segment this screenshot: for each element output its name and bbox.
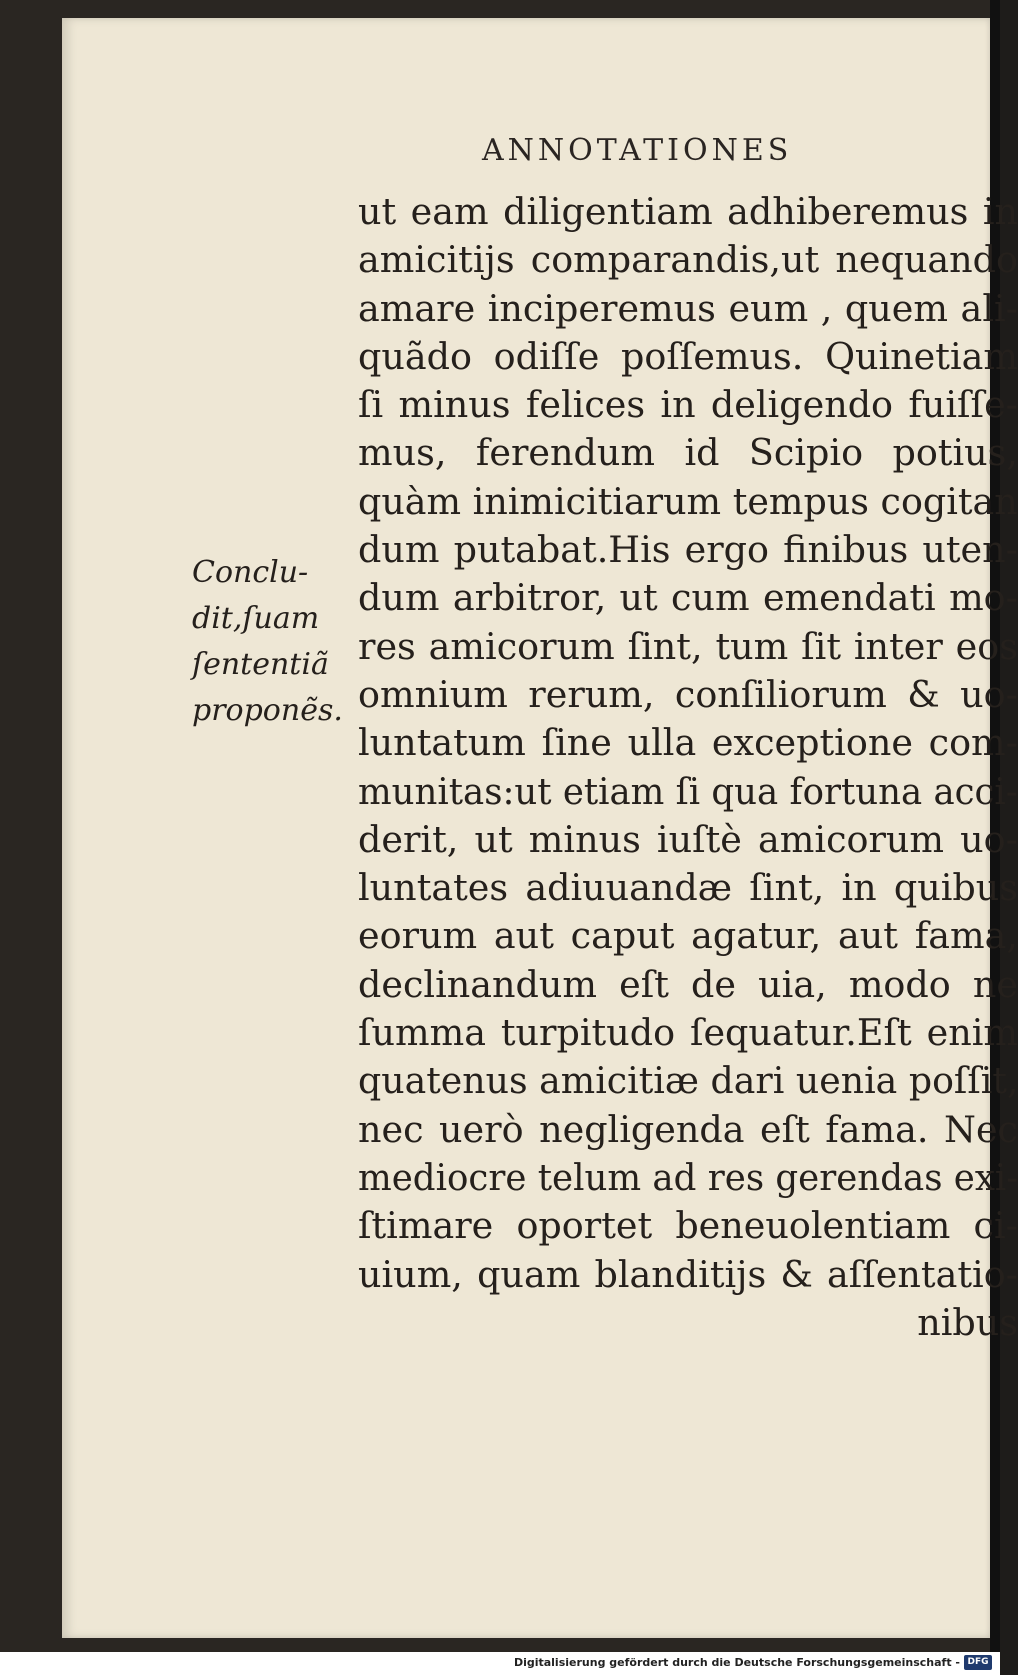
catchword: nibus <box>917 1300 1018 1344</box>
text-line: mediocre telum ad res gerendas exi- <box>358 1155 1018 1199</box>
dfg-logo: DFG <box>964 1655 992 1670</box>
margin-note-line: Conclu- <box>192 555 309 590</box>
text-line: dum arbitror, ut cum emendati mo- <box>358 576 1018 620</box>
text-line: res amicorum ſint, tum ſit inter eos <box>358 624 1018 668</box>
text-line: quàm inimicitiarum tempus cogitan <box>358 479 1018 523</box>
text-line: luntatum ſine ulla exceptione com- <box>358 721 1018 765</box>
book-page <box>62 18 1018 1638</box>
body-text <box>358 188 1018 1347</box>
text-line: quatenus amicitiæ dari uenia poſſit, <box>358 1059 1018 1103</box>
margin-note-line: ſententiã <box>192 647 329 682</box>
text-line: ſumma turpitudo ſequatur.Eſt enim <box>358 1011 1018 1055</box>
text-line: ſi minus felices in deligendo fuiſſe- <box>358 383 1018 427</box>
margin-note <box>192 550 342 734</box>
text-line: quãdo odiſſe poſſemus. Quinetiam <box>358 334 1018 378</box>
text-line: omnium rerum, conſiliorum & uo- <box>358 672 1018 716</box>
text-line: nec uerò negligenda eſt fama. Nec <box>358 1107 1018 1151</box>
text-line: amicitijs comparandis,ut nequando <box>358 238 1018 282</box>
margin-note-line: proponẽs. <box>192 693 343 728</box>
text-line: mus, ferendum id Scipio potius, <box>358 431 1018 475</box>
funding-credit: Digitalisierung gefördert durch die Deutsche Forschungsgemeinschaft - <box>513 1656 960 1669</box>
text-line: derit, ut minus iuſtè amicorum uo- <box>358 817 1018 861</box>
text-line: dum putabat.His ergo finibus uten- <box>358 528 1018 572</box>
text-line: amare inciperemus eum , quem ali- <box>358 286 1018 330</box>
footer-bar <box>0 1652 1000 1675</box>
text-line: munitas:ut etiam ſi qua fortuna acci- <box>358 769 1018 813</box>
margin-note-line: dit,ſuam <box>192 601 320 636</box>
text-line: declinandum eſt de uia, modo ne <box>358 962 1018 1006</box>
running-head: ANNOTATIONES <box>482 133 793 168</box>
text-line: ut eam diligentiam adhiberemus in <box>358 190 1018 233</box>
text-line: eorum aut caput agatur, aut fama, <box>358 914 1018 958</box>
text-line: luntates adiuuandæ ſint, in quibus <box>358 866 1018 910</box>
text-line: uium, quam blanditijs & aſſentatio- <box>358 1252 1018 1296</box>
text-line: ſtimare oportet beneuolentiam ci- <box>358 1204 1018 1248</box>
